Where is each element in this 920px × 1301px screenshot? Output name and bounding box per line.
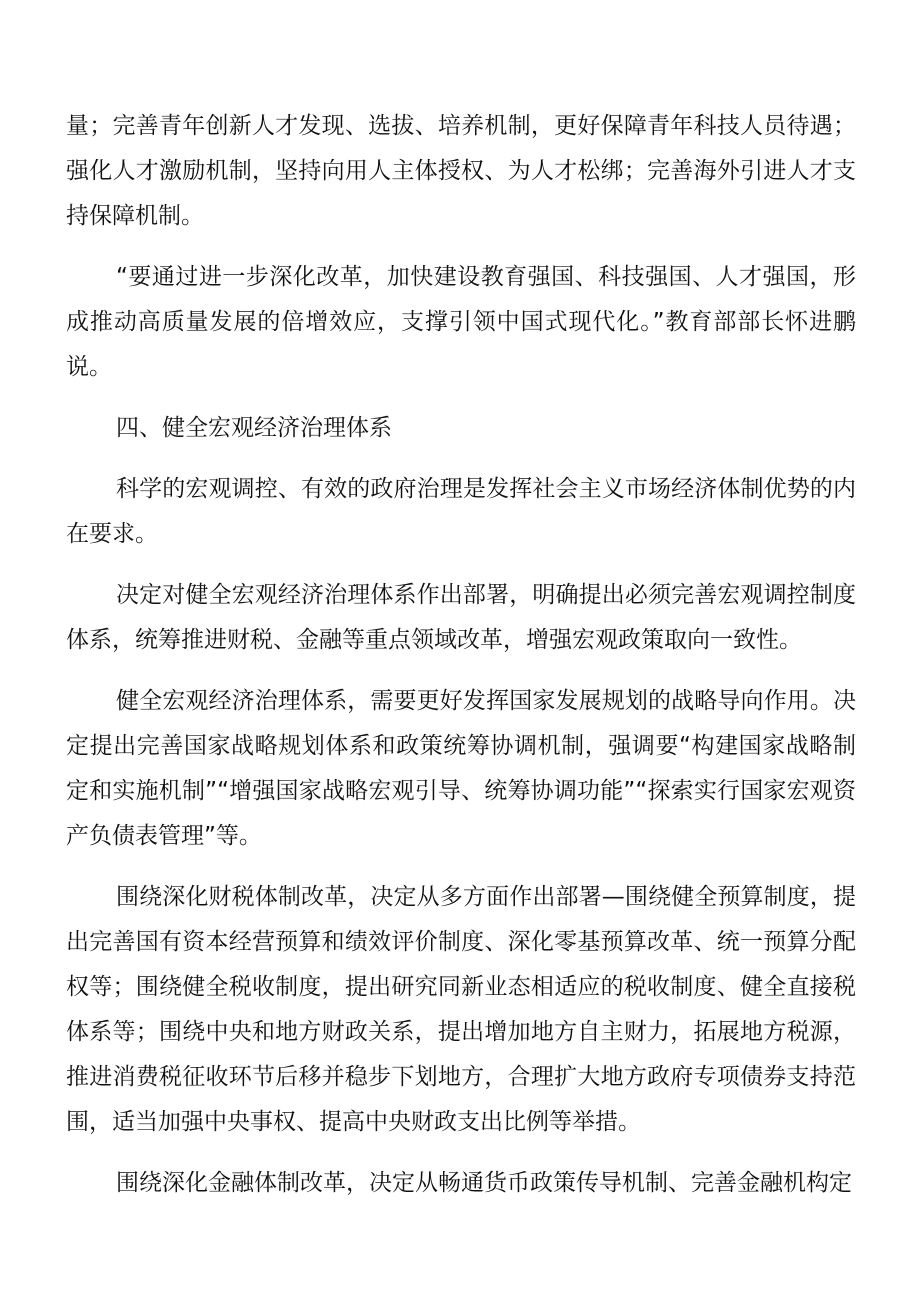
paragraph-continuation: 量；完善青年创新人才发现、选拔、培养机制，更好保障青年科技人员待遇；强化人才激励机制，坚持向用人主体授权、为人才松绑；完善海外引进人才支持保障机制。: [66, 113, 856, 229]
document-body: [66, 104, 856, 1222]
paragraph-quote: “要通过进一步深化改革，加快建设教育强国、科技强国、人才强国，形成推动高质量发展的倍增效应，支撑引领中国式现代化。”教育部部长怀进鹏说。: [66, 264, 856, 380]
paragraph: 围绕深化金融体制改革，决定从畅通货币政策传导机制、完善金融机构定: [116, 1170, 852, 1196]
paragraph: 围绕深化财税体制改革，决定从多方面作出部署—围绕健全预算制度，提出完善国有资本经营预算和绩效评价制度、深化零基预算改革、统一预算分配权等；围绕健全税收制度，提出研究同新业态相适应的税收制度、健全直接税体系等；围绕中央和地方财政关系，提出增加地方自主财力，拓展地方税源，推进消费税征收环节后移并稳步下划地方，合理扩大地方政府专项债券支持范围，适当加强中央事权、提高中央财政支出比例等举措。: [66, 884, 856, 1135]
paragraph: 健全宏观经济治理体系，需要更好发挥国家发展规划的战略导向作用。决定提出完善国家战略规划体系和政策统筹协调机制，强调要“构建国家战略制定和实施机制”“增强国家战略宏观引导、统筹协调功能”“探索实行国家宏观资产负债表管理”等。: [66, 688, 856, 849]
paragraph: 科学的宏观调控、有效的政府治理是发挥社会主义市场经济体制优势的内在要求。: [66, 476, 856, 547]
paragraph: 决定对健全宏观经济治理体系作出部署，明确提出必须完善宏观调控制度体系，统筹推进财税、金融等重点领域改革，增强宏观政策取向一致性。: [66, 582, 856, 653]
section-heading: 四、健全宏观经济治理体系: [116, 415, 392, 441]
